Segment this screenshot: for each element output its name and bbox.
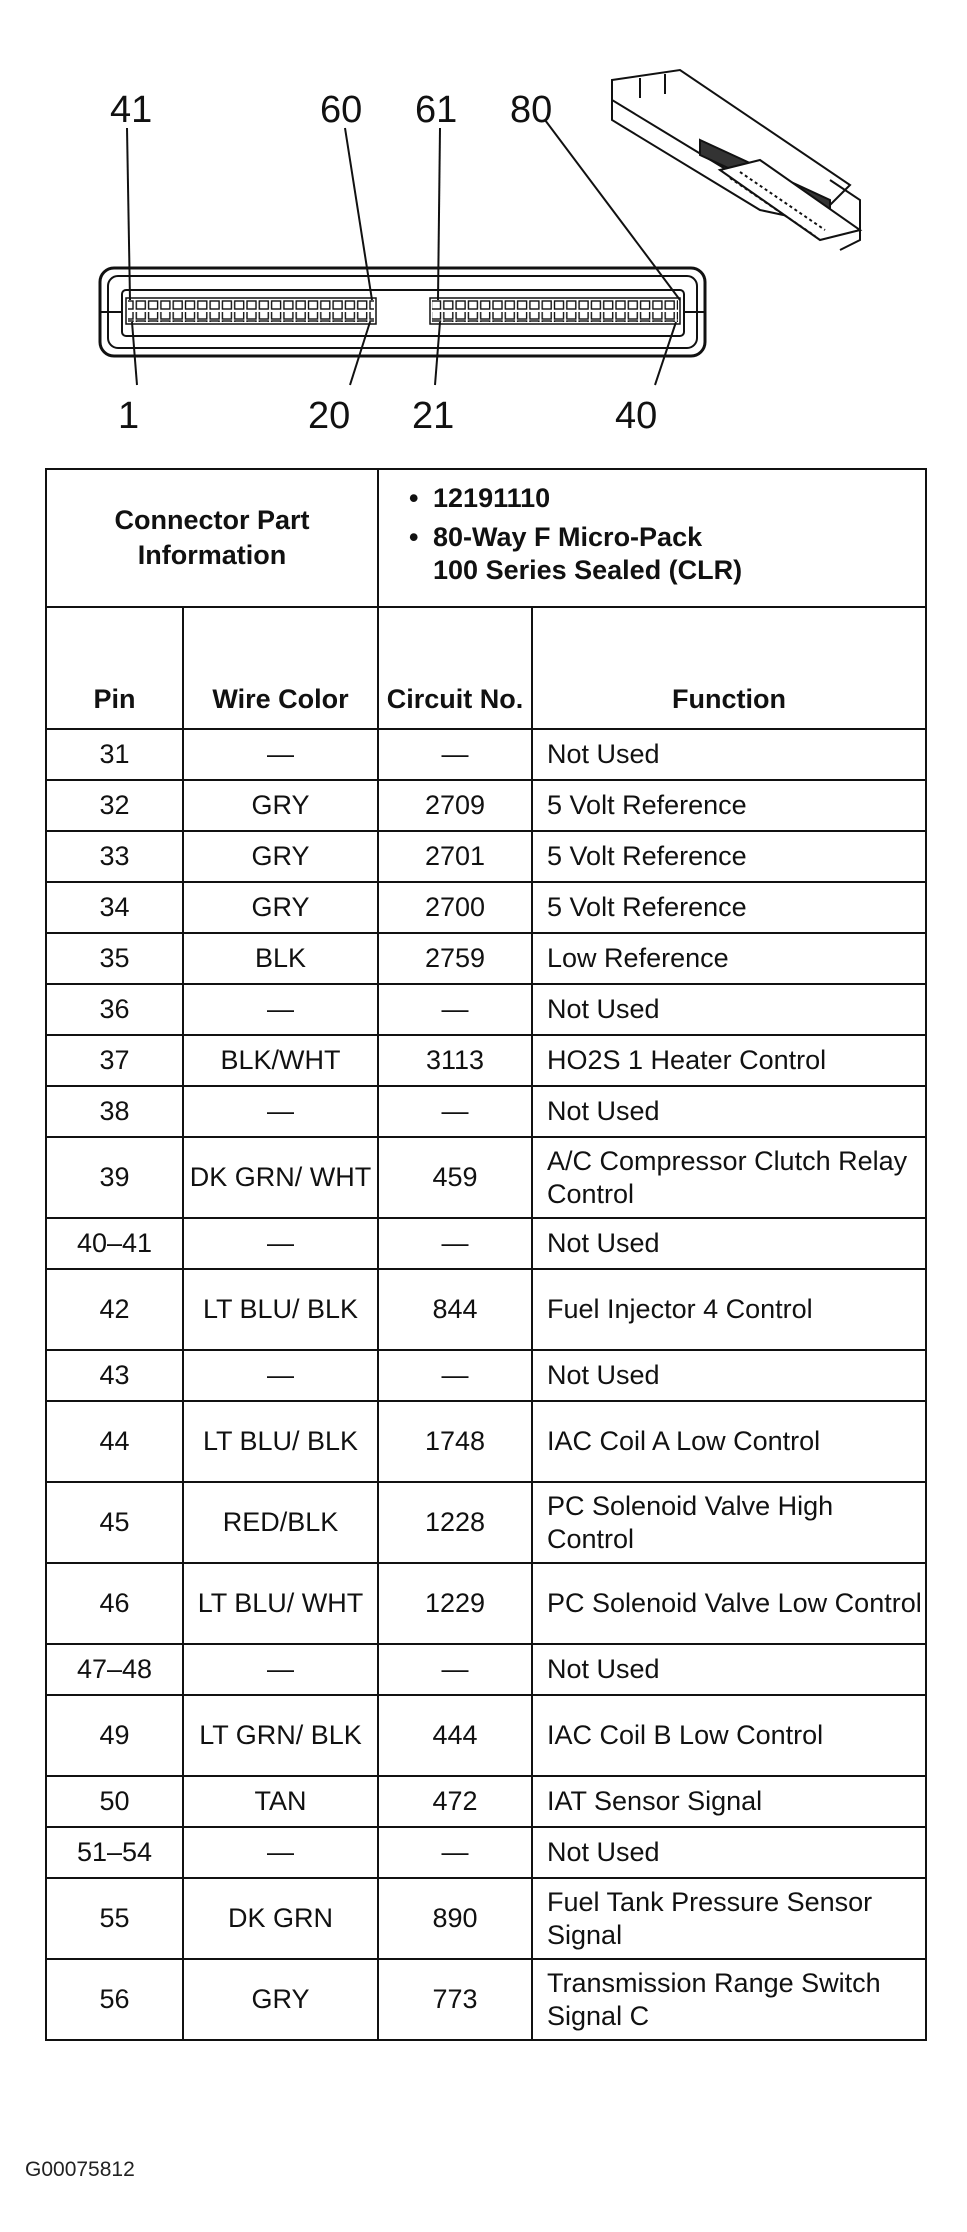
- function-cell: Low Reference: [532, 933, 926, 984]
- function-cell: Not Used: [532, 1218, 926, 1269]
- circuit-cell: 2700: [378, 882, 532, 933]
- function-cell: IAC Coil A Low Control: [532, 1401, 926, 1482]
- function-cell: 5 Volt Reference: [532, 882, 926, 933]
- pin-cell: 40–41: [46, 1218, 183, 1269]
- table-row: [46, 729, 926, 780]
- pin-leader-lines: [127, 120, 680, 385]
- function-cell: Not Used: [532, 1086, 926, 1137]
- table-row: [46, 1086, 926, 1137]
- circuit-cell: —: [378, 984, 532, 1035]
- pin-cell: 47–48: [46, 1644, 183, 1695]
- wire-color-cell: LT GRN/ BLK: [183, 1695, 378, 1776]
- table-row: [46, 1776, 926, 1827]
- circuit-cell: —: [378, 1827, 532, 1878]
- circuit-cell: —: [378, 1644, 532, 1695]
- function-cell: HO2S 1 Heater Control: [532, 1035, 926, 1086]
- connector-part-info: [378, 469, 926, 607]
- circuit-cell: 1748: [378, 1401, 532, 1482]
- pin-cell: 46: [46, 1563, 183, 1644]
- function-cell: A/C Compressor Clutch Relay Control: [532, 1137, 926, 1218]
- pin-label-1: 1: [118, 395, 140, 437]
- table-row: [46, 933, 926, 984]
- wire-color-cell: BLK/WHT: [183, 1035, 378, 1086]
- pin-cell: 49: [46, 1695, 183, 1776]
- function-cell: PC Solenoid Valve Low Control: [532, 1563, 926, 1644]
- part-number: • 12191110: [379, 470, 925, 515]
- pin-cell: 34: [46, 882, 183, 933]
- pin-row-upper-left: [128, 300, 374, 310]
- circuit-cell: 1228: [378, 1482, 532, 1563]
- wire-color-cell: —: [183, 984, 378, 1035]
- function-cell: Transmission Range Switch Signal C: [532, 1959, 926, 2040]
- column-header-wire-color: Wire Color: [183, 607, 378, 729]
- circuit-cell: 444: [378, 1695, 532, 1776]
- pin-cell: 31: [46, 729, 183, 780]
- table-row: [46, 1878, 926, 1959]
- wire-color-cell: GRY: [183, 831, 378, 882]
- function-cell: Not Used: [532, 984, 926, 1035]
- pin-row-upper-right: [432, 300, 678, 310]
- table-row: [46, 882, 926, 933]
- function-cell: IAC Coil B Low Control: [532, 1695, 926, 1776]
- pinout-table: [45, 468, 927, 2041]
- pin-cell: 56: [46, 1959, 183, 2040]
- connector-diagram: [0, 0, 967, 450]
- function-cell: Fuel Injector 4 Control: [532, 1269, 926, 1350]
- connector-description-line1: 80-Way F Micro-Pack: [433, 522, 703, 552]
- circuit-cell: 2709: [378, 780, 532, 831]
- circuit-cell: 2701: [378, 831, 532, 882]
- table-row: [46, 1401, 926, 1482]
- circuit-cell: 459: [378, 1137, 532, 1218]
- wire-color-cell: DK GRN/ WHT: [183, 1137, 378, 1218]
- wire-color-cell: —: [183, 1644, 378, 1695]
- pin-label-61: 61: [415, 89, 458, 131]
- circuit-cell: 3113: [378, 1035, 532, 1086]
- wire-color-cell: —: [183, 729, 378, 780]
- wire-color-cell: LT BLU/ BLK: [183, 1269, 378, 1350]
- function-cell: Not Used: [532, 1350, 926, 1401]
- table-row: [46, 1218, 926, 1269]
- wire-color-cell: DK GRN: [183, 1878, 378, 1959]
- figure-id: G00075812: [25, 2158, 135, 2181]
- circuit-cell: 890: [378, 1878, 532, 1959]
- wire-color-cell: GRY: [183, 1959, 378, 2040]
- circuit-cell: 844: [378, 1269, 532, 1350]
- table-row: [46, 1269, 926, 1350]
- wire-color-cell: —: [183, 1218, 378, 1269]
- pin-label-80: 80: [510, 89, 553, 131]
- function-cell: Not Used: [532, 1827, 926, 1878]
- pin-label-21: 21: [412, 395, 455, 437]
- function-cell: IAT Sensor Signal: [532, 1776, 926, 1827]
- circuit-cell: 2759: [378, 933, 532, 984]
- circuit-cell: —: [378, 729, 532, 780]
- table-row: [46, 1827, 926, 1878]
- wire-color-cell: BLK: [183, 933, 378, 984]
- pin-cell: 33: [46, 831, 183, 882]
- table-row: [46, 831, 926, 882]
- pin-cell: 38: [46, 1086, 183, 1137]
- wire-color-cell: —: [183, 1827, 378, 1878]
- function-cell: 5 Volt Reference: [532, 780, 926, 831]
- table-row: [46, 1350, 926, 1401]
- pin-label-40: 40: [615, 395, 658, 437]
- pin-label-60: 60: [320, 89, 363, 131]
- function-cell: Fuel Tank Pressure Sensor Signal: [532, 1878, 926, 1959]
- pin-cell: 50: [46, 1776, 183, 1827]
- wire-color-cell: —: [183, 1086, 378, 1137]
- table-row: [46, 984, 926, 1035]
- circuit-cell: 773: [378, 1959, 532, 2040]
- pin-cell: 42: [46, 1269, 183, 1350]
- pin-label-41: 41: [110, 89, 153, 131]
- table-row: [46, 1137, 926, 1218]
- table-row: [46, 1035, 926, 1086]
- table-row: [46, 1644, 926, 1695]
- function-cell: PC Solenoid Valve High Control: [532, 1482, 926, 1563]
- wire-color-cell: LT BLU/ WHT: [183, 1563, 378, 1644]
- pin-cell: 35: [46, 933, 183, 984]
- column-header-pin: Pin: [46, 607, 183, 729]
- circuit-cell: —: [378, 1350, 532, 1401]
- function-cell: Not Used: [532, 729, 926, 780]
- column-header-circuit: Circuit No.: [378, 607, 532, 729]
- circuit-cell: 472: [378, 1776, 532, 1827]
- pin-cell: 37: [46, 1035, 183, 1086]
- wire-color-cell: LT BLU/ BLK: [183, 1401, 378, 1482]
- table-row: [46, 1563, 926, 1644]
- pin-cell: 55: [46, 1878, 183, 1959]
- table-row: [46, 1959, 926, 2040]
- wire-color-cell: GRY: [183, 780, 378, 831]
- pin-label-20: 20: [308, 395, 351, 437]
- table-row: [46, 1695, 926, 1776]
- pin-cell: 51–54: [46, 1827, 183, 1878]
- pin-cell: 43: [46, 1350, 183, 1401]
- wire-color-cell: GRY: [183, 882, 378, 933]
- column-header-function: Function: [532, 607, 926, 729]
- pin-row-lower-right: [432, 312, 678, 322]
- pin-cell: 39: [46, 1137, 183, 1218]
- pin-cell: 36: [46, 984, 183, 1035]
- function-cell: Not Used: [532, 1644, 926, 1695]
- wire-color-cell: RED/BLK: [183, 1482, 378, 1563]
- connector-part-info-label: Connector Part Information: [46, 469, 378, 607]
- pin-cell: 45: [46, 1482, 183, 1563]
- pin-row-lower-left: [128, 312, 374, 322]
- wire-color-cell: TAN: [183, 1776, 378, 1827]
- wire-color-cell: —: [183, 1350, 378, 1401]
- function-cell: 5 Volt Reference: [532, 831, 926, 882]
- circuit-cell: —: [378, 1086, 532, 1137]
- pin-cell: 32: [46, 780, 183, 831]
- pin-cell: 44: [46, 1401, 183, 1482]
- connector-3d-sketch: [612, 70, 860, 250]
- connector-description-line2: 100 Series Sealed (CLR): [433, 555, 743, 585]
- table-row: [46, 780, 926, 831]
- circuit-cell: 1229: [378, 1563, 532, 1644]
- circuit-cell: —: [378, 1218, 532, 1269]
- connector-description: [379, 515, 925, 587]
- table-row: [46, 1482, 926, 1563]
